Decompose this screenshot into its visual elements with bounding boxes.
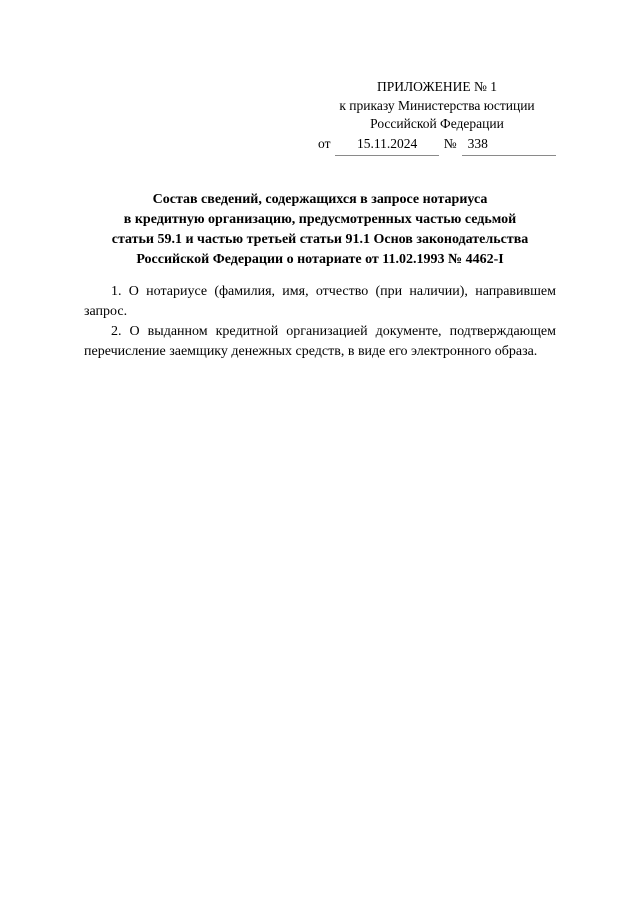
document-body xyxy=(84,282,556,363)
title-line: Российской Федерации о нотариате от 11.02.1993 № 4462-I xyxy=(136,252,504,268)
body-paragraph-2: 2. О выданном кредитной организацией документе, подтверждающем перечисление заемщику денежных средств, в виде его электронного образа. xyxy=(84,324,556,360)
order-date-value: 15.11.2024 xyxy=(335,135,438,156)
date-preposition: от xyxy=(318,135,331,151)
order-date-line xyxy=(318,135,556,156)
title-line: статьи 59.1 и частью третьей статьи 91.1 Основ законодательства xyxy=(111,232,529,248)
body-paragraph-1: 1. О нотариусе (фамилия, имя, отчество (при наличии), направившем запрос. xyxy=(84,283,556,319)
document-title xyxy=(84,190,556,271)
appendix-number-line: ПРИЛОЖЕНИЕ № 1 xyxy=(376,79,498,94)
appendix-header xyxy=(318,78,556,156)
issuer-line: Российской Федерации xyxy=(370,116,504,132)
title-line: в кредитную организацию, предусмотренных частью седьмой xyxy=(123,211,517,227)
number-sign: № xyxy=(443,135,457,151)
order-number-value: 338 xyxy=(462,135,556,156)
order-reference-line: к приказу Министерства юстиции xyxy=(339,97,535,113)
title-line: Состав сведений, содержащихся в запросе нотариуса xyxy=(152,191,488,207)
